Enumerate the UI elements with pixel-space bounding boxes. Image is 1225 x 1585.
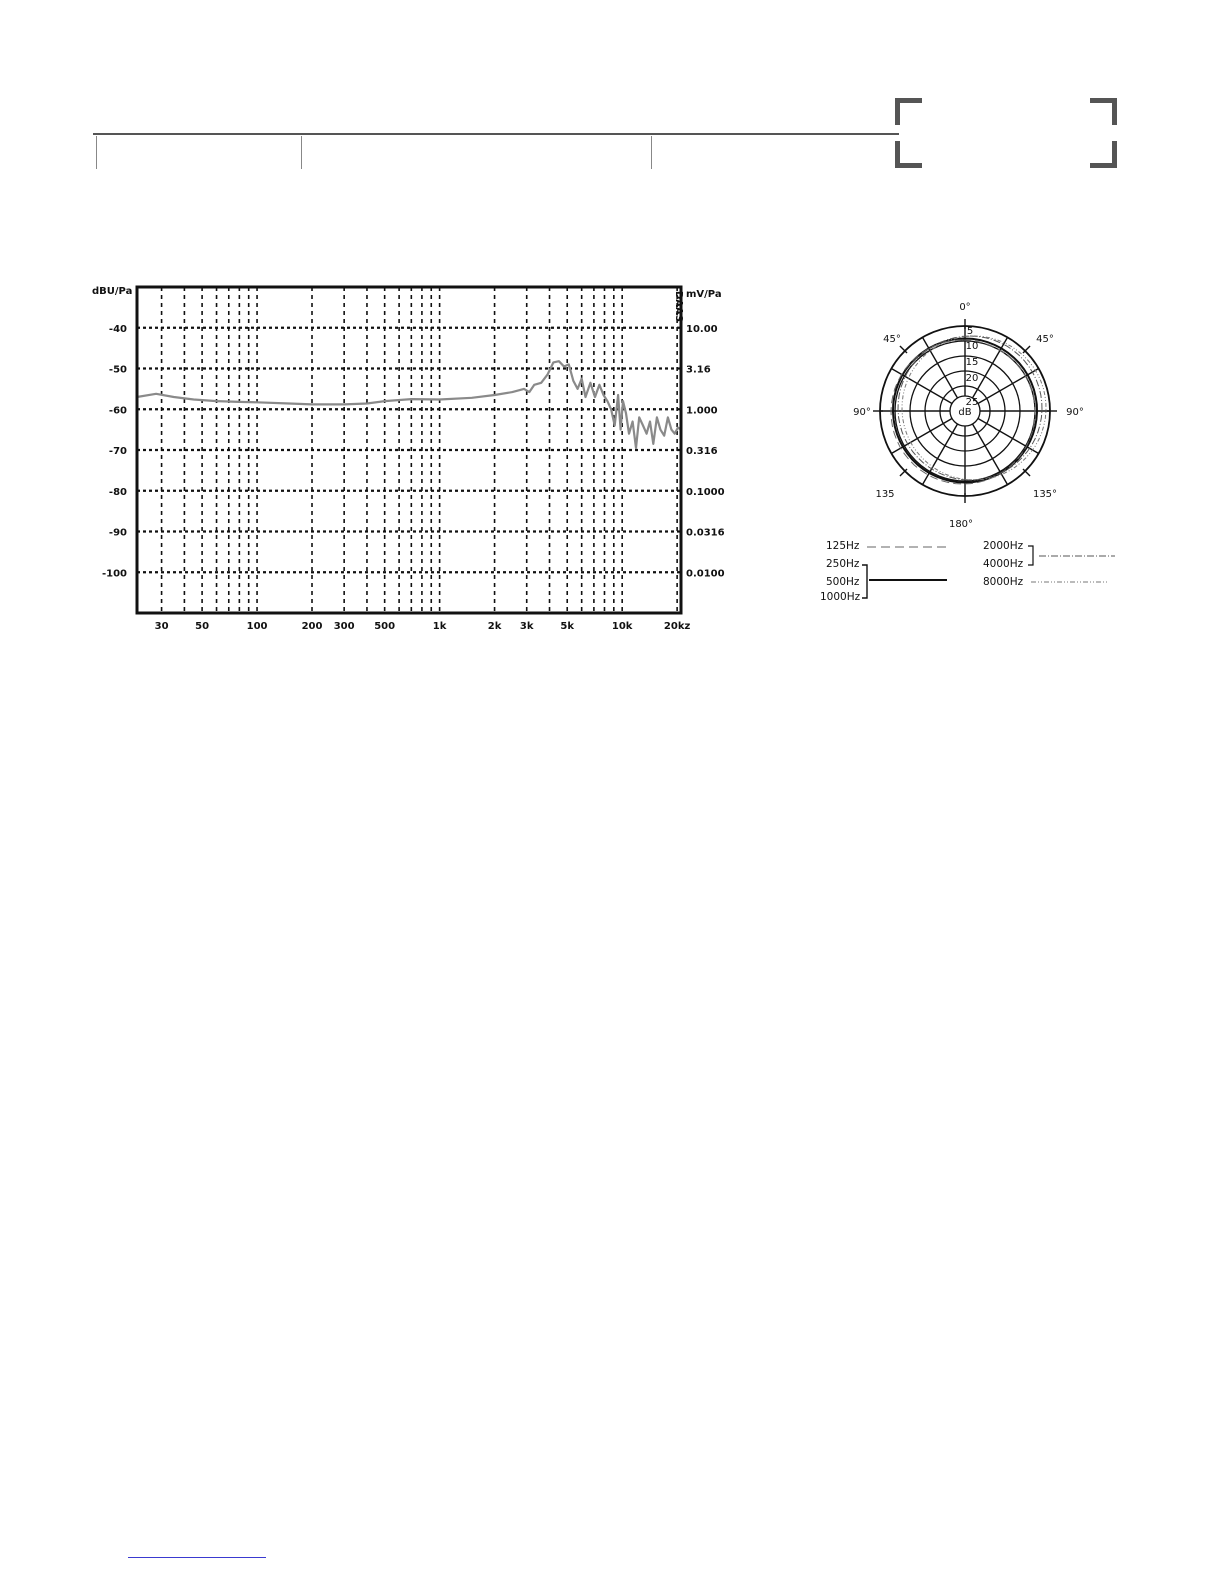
header-column-divider: [651, 136, 652, 169]
corner-bracket-frame-icon: [895, 98, 1117, 168]
x-tick-label: 1k: [432, 621, 447, 632]
legend-label-1000hz: 1000Hz: [820, 591, 861, 603]
y-tick-label-left: -80: [108, 486, 127, 498]
angle-label-bottom: 180°: [948, 519, 974, 530]
legend-label-8000hz: 8000Hz: [983, 576, 1024, 588]
angle-label-upper-right: 45°: [1036, 334, 1054, 345]
ring-label: 5: [966, 326, 974, 337]
header-column-divider: [301, 136, 302, 169]
axis-tick-labels: [102, 324, 725, 632]
x-tick-label: 500: [374, 621, 396, 632]
angle-label-left: 90°: [853, 407, 871, 418]
y-tick-label-right: 0.316: [686, 446, 718, 457]
angle-label-lower-left: 135: [875, 489, 895, 500]
footer-link-underline: [128, 1557, 266, 1558]
x-tick-label: 100: [246, 621, 268, 632]
ring-label: 10: [965, 341, 979, 352]
x-tick-label: 30: [154, 621, 169, 632]
legend-line-dash-dot-dot: [1031, 580, 1107, 584]
left-axis-unit: dBU/Pa: [92, 286, 133, 297]
angle-label-lower-right: 135°: [1032, 489, 1058, 500]
legend-label-500hz: 500Hz: [826, 576, 860, 588]
frequency-response-curve: [137, 361, 681, 448]
angle-label-top: 0°: [959, 302, 971, 313]
angle-label-upper-left: 45°: [883, 334, 901, 345]
y-tick-label-left: -100: [101, 568, 127, 580]
polar-center-label: dB: [958, 407, 972, 418]
x-tick-label: 200: [301, 621, 323, 632]
frequency-grid: [137, 287, 681, 613]
y-tick-label-left: -50: [108, 364, 127, 376]
frequency-response-chart: [80, 275, 740, 640]
y-tick-label-right: 10.00: [686, 323, 718, 335]
y-tick-label-left: -70: [108, 446, 127, 457]
ring-label: 20: [965, 373, 979, 384]
header-rule: [93, 133, 899, 135]
ring-label: 15: [965, 357, 979, 368]
legend-label-125hz: 125Hz: [826, 540, 860, 552]
polar-legend: [805, 540, 1125, 605]
right-axis-unit: mV/Pa: [686, 289, 722, 300]
y-tick-label-right: 0.0316: [686, 527, 725, 539]
y-tick-label-right: 0.1000: [686, 486, 725, 498]
ring-label: 25: [965, 397, 979, 408]
angle-label-right: 90°: [1066, 407, 1084, 418]
x-tick-label: 2k: [487, 621, 502, 632]
legend-line-solid: [861, 563, 951, 601]
x-tick-label: 300: [333, 621, 355, 632]
y-tick-label-left: -60: [108, 405, 127, 417]
y-tick-label-left: -90: [108, 527, 127, 539]
polar-pattern-chart: [835, 290, 1105, 540]
y-tick-label-right: 1.000: [686, 405, 718, 417]
x-tick-label: 5k: [560, 621, 575, 632]
y-tick-label-right: 0.0100: [686, 568, 725, 580]
legend-label-4000hz: 4000Hz: [983, 558, 1024, 570]
legend-label-2000hz: 2000Hz: [983, 540, 1024, 552]
y-tick-label-left: -40: [108, 323, 127, 335]
x-tick-label: 50: [195, 621, 210, 632]
legend-label-250hz: 250Hz: [826, 558, 860, 570]
legend-line-dashed: [867, 545, 947, 549]
x-tick-label: 10k: [611, 621, 633, 632]
y-tick-label-right: 3.16: [686, 364, 711, 376]
legend-line-dash-dot: [1027, 544, 1117, 568]
x-tick-label: 20kz: [663, 621, 691, 632]
header-column-divider: [96, 136, 97, 169]
x-tick-label: 3k: [519, 621, 534, 632]
vertical-axis-label: DAAS: [673, 291, 684, 322]
